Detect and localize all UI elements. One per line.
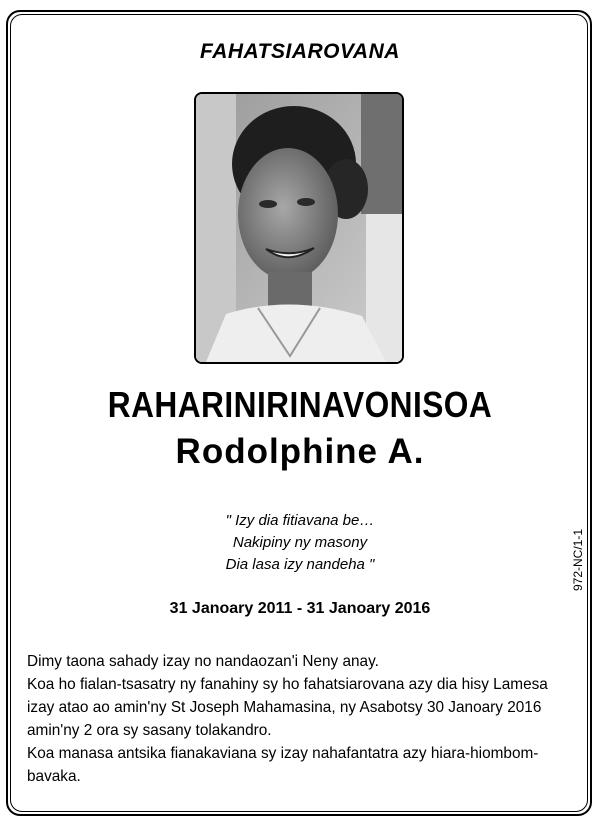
text-line: Koa manasa antsika fianakaviana sy izay nahafantatra azy hiara-hiombom- (27, 745, 539, 762)
deceased-firstname: Rodolphine A. (175, 432, 425, 471)
text-line: Koa ho fialan-tsasatry ny fanahiny sy ho fahatsiarovana azy dia hisy Lamesa (27, 676, 548, 693)
text-line: izay atao ao amin'ny St Joseph Mahamasina, ny Asabotsy 30 Janoary 2016 (27, 699, 542, 716)
announcement-text (27, 650, 557, 788)
memorial-quote (0, 510, 600, 576)
reference-code: 972-NC/1-1 (571, 528, 585, 592)
header-title: FAHATSIAROVANA (200, 40, 400, 63)
quote-line: Dia lasa izy nandeha " (225, 556, 375, 573)
deceased-surname: RAHARINIRINAVONISOA (107, 384, 493, 425)
text-line: amin'ny 2 ora sy sasany tolakandro. (27, 722, 272, 739)
memorial-dates: 31 Janoary 2011 - 31 Janoary 2016 (169, 600, 431, 617)
text-line: bavaka. (27, 768, 81, 785)
text-line: Dimy taona sahady izay no nandaozan'i Neny anay. (27, 653, 379, 670)
portrait-photo (194, 92, 404, 364)
quote-line: Nakipiny ny masony (232, 534, 368, 551)
quote-line: " Izy dia fitiavana be… (225, 512, 375, 529)
